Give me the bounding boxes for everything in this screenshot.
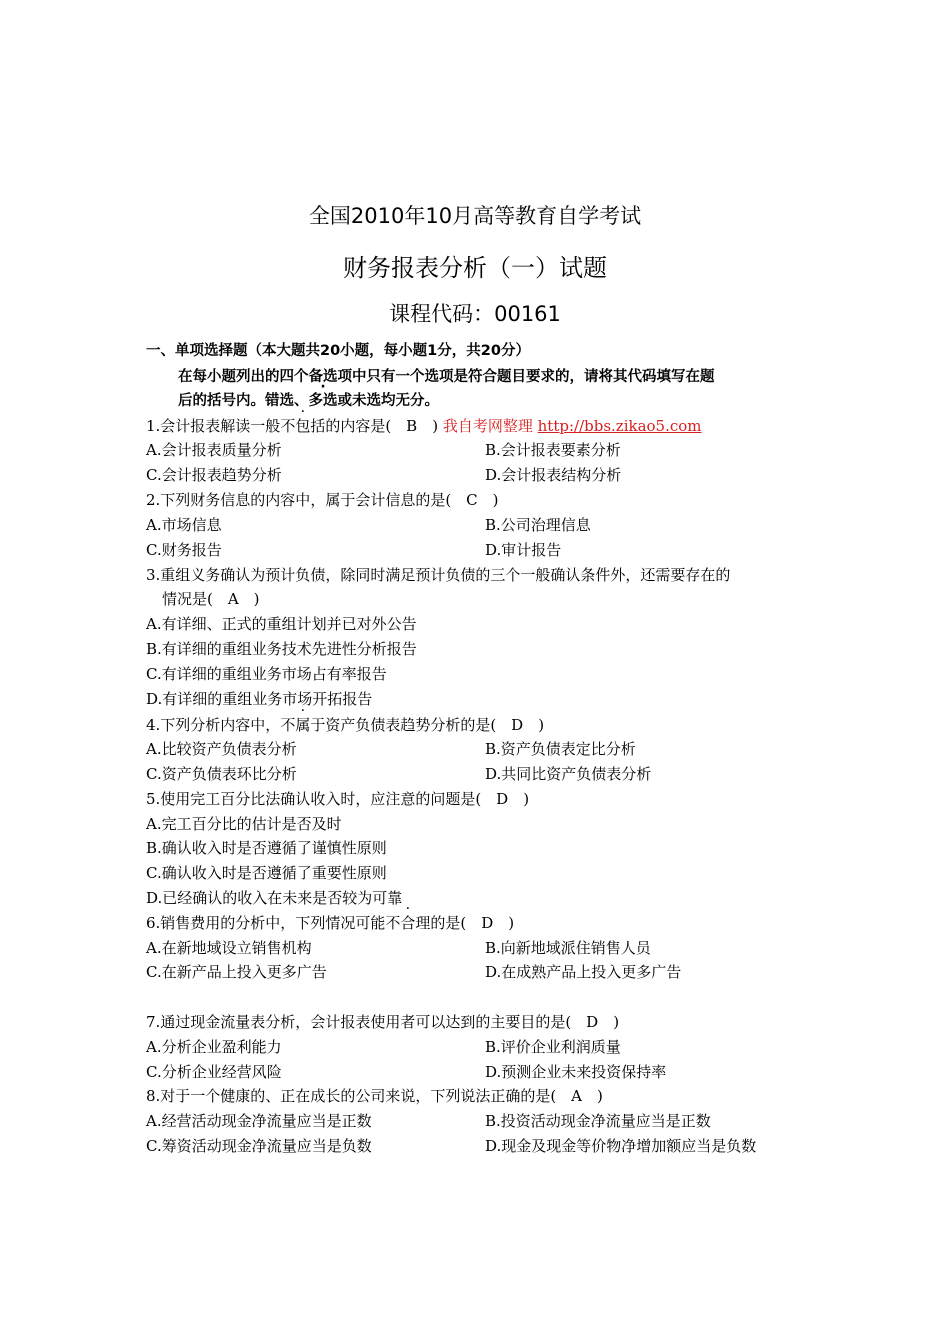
question-3-option-d: D.有详细的重组业务市场开拓报告	[146, 690, 373, 708]
emphasis-text: 不属于	[280, 716, 326, 734]
question-2-option-d: D.审计报告	[485, 541, 562, 559]
question-6-option-c: C.在新产品上投入更多广告	[146, 963, 327, 981]
question-6-stem: 6.销售费用的分析中，下列情况可能不合理的是( D )	[146, 914, 515, 932]
question-4-option-a: A.比较资产负债表分析	[146, 740, 297, 758]
question-2-option-c: C.财务报告	[146, 541, 222, 559]
source-note: 我自考网整理	[442, 417, 533, 435]
question-8-option-a: A.经营活动现金净流量应当是正数	[146, 1112, 372, 1130]
question-1-option-d: D.会计报表结构分析	[485, 466, 622, 484]
question-7-option-b: B.评价企业利润质量	[485, 1038, 621, 1056]
question-7-option-c: C.分析企业经营风险	[146, 1063, 282, 1081]
question-3-option-b: B.有详细的重组业务技术先进性分析报告	[146, 640, 417, 658]
question-7-option-d: D.预测企业未来投资保持率	[485, 1063, 667, 1081]
section-instruction-line2: 后的括号内。· 错选、多选或未选均无分。	[178, 391, 439, 411]
section-instruction-line1: 在每小题列出的四个备选项中只有一个选项是符合题目要求的，请将其代码填写在题	[178, 369, 715, 385]
question-6-option-b: B.向新地域派住销售人员	[485, 939, 651, 957]
question-5-option-c: C.确认收入时是否遵循了重要性原则	[146, 864, 387, 882]
question-4-option-d: D.共同比资产负债表分析	[485, 765, 652, 783]
question-7-option-a: A.分析企业盈利能力	[146, 1038, 282, 1056]
source-link[interactable]: http://bbs.zikao5.com	[537, 417, 702, 435]
question-4-option-c: C.资产负债表环比分析	[146, 765, 297, 783]
question-4-option-b: B.资产负债表定比分析	[485, 740, 636, 758]
question-3-option-c: C.有详细的重组业务市场占有率报告	[146, 665, 387, 683]
question-3-stem-line1: 3.重组义务确认为预计负债，除同时满足预计负债的三个一般确认条件外，还需要存在的	[146, 566, 731, 584]
question-3-stem-line2: 情况是( A )	[162, 590, 260, 608]
question-8-option-d: D.现金及现金等价物净增加额应当是负数	[485, 1137, 757, 1155]
emphasis-text: 不合理	[385, 914, 431, 932]
course-code: 课程代码：00161	[389, 302, 561, 326]
paper-title: 财务报表分析（一）试题	[343, 254, 607, 282]
question-8-option-c: C.筹资活动现金净流量应当是负数	[146, 1137, 372, 1155]
question-3-option-a: A.有详细、正式的重组计划并已对外公告	[146, 615, 417, 633]
question-5-stem: 5.使用完工百分比法确认收入时，应注意的问题是( D )	[146, 790, 530, 808]
question-7-stem: 7.通过现金流量表分析，会计报表使用者可以达到的主要目的是( D )	[146, 1013, 620, 1031]
question-2-stem: 2.下列财务信息的内容中，属于会计信息的是( C )	[146, 491, 499, 509]
question-2-option-b: B.公司治理信息	[485, 516, 591, 534]
emphasis-text: 不包括	[280, 417, 326, 435]
exam-title: 全国2010年10月高等教育自学考试	[308, 204, 642, 228]
question-6-option-d: D.在成熟产品上投入更多广告	[485, 963, 682, 981]
question-1-stem: 1.会计报表解读一般不包括的内容是( B ) 我自考网整理 http://bbs.zikao5.com	[146, 417, 702, 435]
question-1-option-c: C.会计报表趋势分析	[146, 466, 282, 484]
question-1-option-b: B.会计报表要素分析	[485, 441, 621, 459]
question-5-option-b: B.确认收入时是否遵循了谨慎性原则	[146, 839, 387, 857]
question-6-option-a: A.在新地域设立销售机构	[146, 939, 312, 957]
emphasis-text: · 错选、多选或未选	[265, 391, 381, 411]
question-8-option-b: B.投资活动现金净流量应当是正数	[485, 1112, 711, 1130]
section-heading: 一、单项选择题（本大题共20小题，每小题1分，共20分）	[146, 343, 530, 359]
question-1-option-a: A.会计报表质量分析	[146, 441, 282, 459]
question-5-option-d: D.已经确认的收入在未来是否较为可靠	[146, 889, 403, 907]
question-5-option-a: A.完工百分比的估计是否及时	[146, 815, 342, 833]
question-2-option-a: A.市场信息	[146, 516, 222, 534]
question-4-stem: 4.下列分析内容中，不属于资产负债表趋势分析的是( D )	[146, 716, 545, 734]
question-8-stem: 8.对于一个健康的、正在成长的公司来说，下列说法正确的是( A )	[146, 1087, 603, 1105]
